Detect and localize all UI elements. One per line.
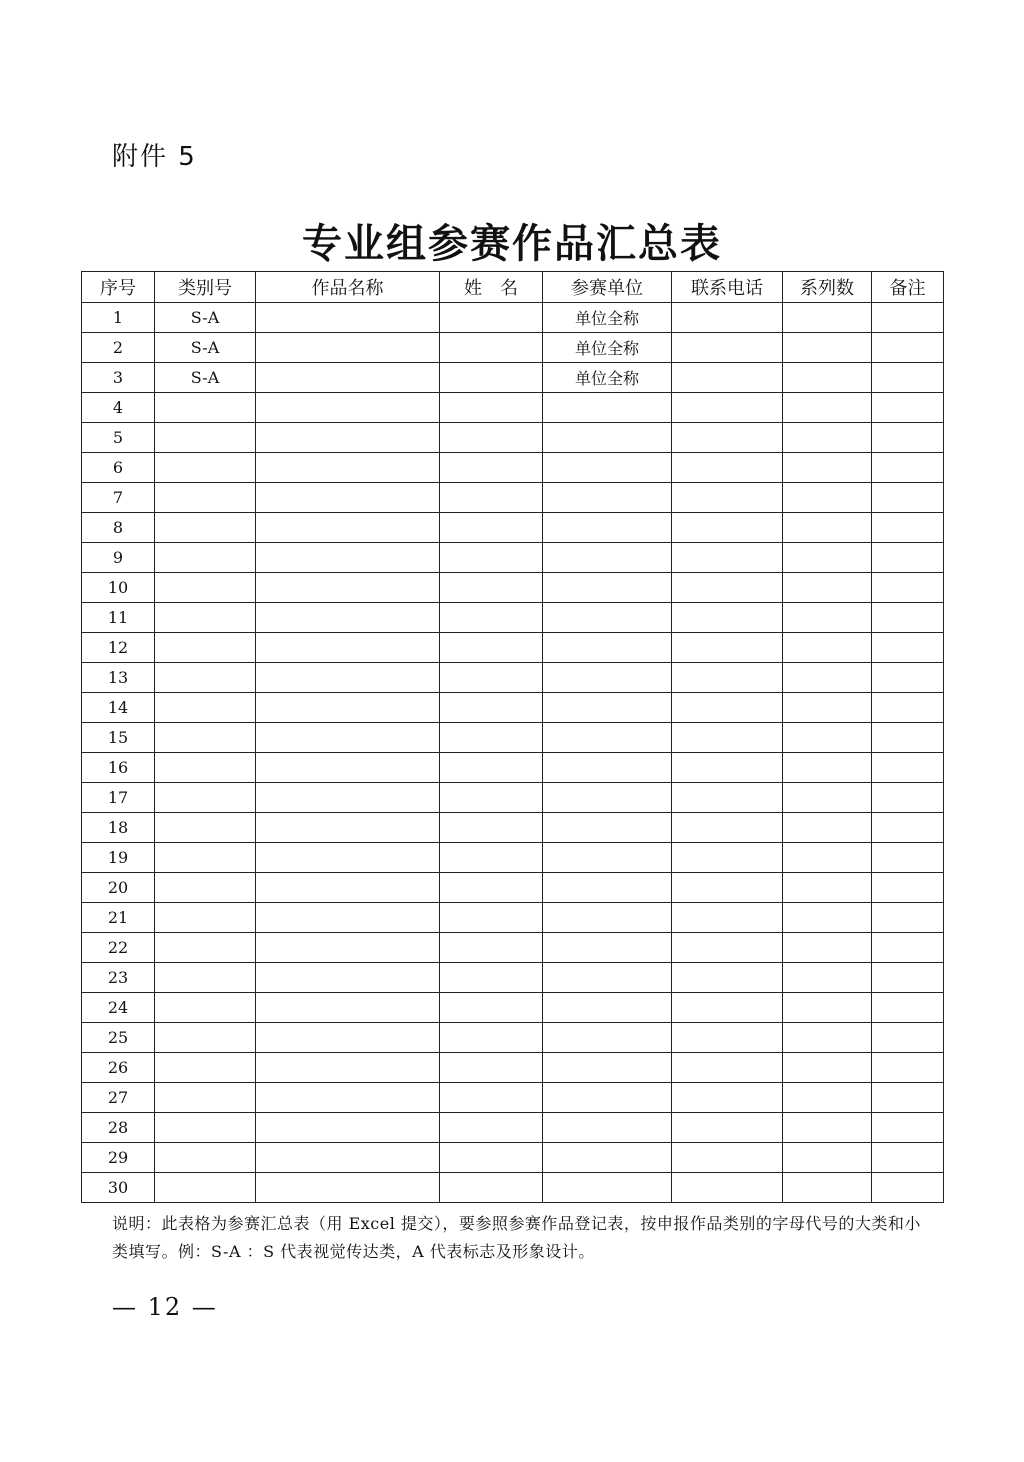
table-cell bbox=[440, 1173, 543, 1203]
table-row bbox=[82, 1083, 944, 1113]
column-header: 备注 bbox=[872, 272, 944, 303]
table-cell bbox=[783, 423, 872, 453]
table-row bbox=[82, 903, 944, 933]
table-cell bbox=[256, 393, 440, 423]
table-cell bbox=[672, 1143, 783, 1173]
table-cell bbox=[440, 993, 543, 1023]
table-cell bbox=[672, 1053, 783, 1083]
table-cell bbox=[872, 603, 944, 633]
table-cell bbox=[155, 963, 256, 993]
table-cell bbox=[543, 483, 672, 513]
table-row bbox=[82, 453, 944, 483]
table-cell bbox=[256, 1143, 440, 1173]
table-cell bbox=[155, 1143, 256, 1173]
table-row bbox=[82, 723, 944, 753]
table-header-row bbox=[82, 272, 944, 303]
table-row bbox=[82, 333, 944, 363]
table-cell bbox=[440, 753, 543, 783]
table-cell bbox=[872, 1083, 944, 1113]
table-cell bbox=[155, 1053, 256, 1083]
table-cell bbox=[783, 843, 872, 873]
table-row bbox=[82, 693, 944, 723]
table-cell: 29 bbox=[82, 1143, 155, 1173]
table-cell bbox=[256, 1113, 440, 1143]
table-cell bbox=[543, 783, 672, 813]
table-cell: S-A bbox=[155, 363, 256, 393]
table-cell bbox=[783, 573, 872, 603]
table-cell: 17 bbox=[82, 783, 155, 813]
table-cell bbox=[440, 423, 543, 453]
table-cell bbox=[783, 303, 872, 333]
table-cell: 21 bbox=[82, 903, 155, 933]
table-cell bbox=[440, 1143, 543, 1173]
table-cell bbox=[783, 633, 872, 663]
table-cell bbox=[440, 513, 543, 543]
table-cell: 12 bbox=[82, 633, 155, 663]
table-cell bbox=[872, 1173, 944, 1203]
table-cell bbox=[256, 483, 440, 513]
table-row bbox=[82, 423, 944, 453]
table-cell bbox=[155, 903, 256, 933]
table-cell bbox=[440, 573, 543, 603]
table-cell bbox=[155, 783, 256, 813]
table-cell: 单位全称 bbox=[543, 303, 672, 333]
table-cell bbox=[783, 813, 872, 843]
table-cell bbox=[155, 693, 256, 723]
table-cell bbox=[783, 1173, 872, 1203]
table-cell bbox=[543, 513, 672, 543]
table-cell: 11 bbox=[82, 603, 155, 633]
table-cell bbox=[440, 333, 543, 363]
table-cell: 20 bbox=[82, 873, 155, 903]
table-cell bbox=[783, 1143, 872, 1173]
page-title: 专业组参赛作品汇总表 bbox=[302, 220, 722, 267]
table-cell bbox=[155, 603, 256, 633]
table-cell: 8 bbox=[82, 513, 155, 543]
table-cell: 13 bbox=[82, 663, 155, 693]
table-cell: 18 bbox=[82, 813, 155, 843]
table-cell bbox=[440, 1083, 543, 1113]
table-cell bbox=[672, 633, 783, 663]
table-cell bbox=[872, 1143, 944, 1173]
table-cell bbox=[155, 873, 256, 903]
table-cell bbox=[155, 1173, 256, 1203]
table-cell: 30 bbox=[82, 1173, 155, 1203]
table-cell: 22 bbox=[82, 933, 155, 963]
table-cell bbox=[872, 993, 944, 1023]
table-cell bbox=[440, 873, 543, 903]
table-cell bbox=[672, 1023, 783, 1053]
table-cell bbox=[543, 1113, 672, 1143]
table-cell bbox=[872, 903, 944, 933]
table-cell bbox=[672, 393, 783, 423]
table-cell bbox=[256, 333, 440, 363]
table-cell bbox=[672, 873, 783, 903]
table-cell bbox=[543, 633, 672, 663]
summary-table bbox=[81, 271, 944, 1203]
table-cell bbox=[256, 1173, 440, 1203]
table-row bbox=[82, 573, 944, 603]
table-cell bbox=[872, 663, 944, 693]
column-header: 姓 名 bbox=[440, 272, 543, 303]
table-cell bbox=[440, 543, 543, 573]
table-cell bbox=[440, 783, 543, 813]
table-cell bbox=[256, 903, 440, 933]
page-number: — 12 — bbox=[112, 1293, 218, 1321]
table-cell bbox=[783, 363, 872, 393]
table-cell bbox=[672, 693, 783, 723]
table-cell bbox=[543, 1173, 672, 1203]
table-cell bbox=[672, 663, 783, 693]
table-cell bbox=[256, 813, 440, 843]
table-cell bbox=[256, 1053, 440, 1083]
table-row bbox=[82, 513, 944, 543]
table-cell: 28 bbox=[82, 1113, 155, 1143]
table-cell bbox=[672, 783, 783, 813]
table-cell bbox=[672, 423, 783, 453]
table-cell bbox=[672, 1173, 783, 1203]
table-cell bbox=[672, 573, 783, 603]
table-cell bbox=[543, 573, 672, 603]
table-cell bbox=[155, 843, 256, 873]
table-cell bbox=[256, 963, 440, 993]
table-cell bbox=[872, 1053, 944, 1083]
table-cell bbox=[872, 933, 944, 963]
table-cell: 7 bbox=[82, 483, 155, 513]
table-cell bbox=[872, 453, 944, 483]
table-cell bbox=[256, 753, 440, 783]
table-cell bbox=[783, 513, 872, 543]
table-cell: 单位全称 bbox=[543, 363, 672, 393]
table-cell bbox=[872, 393, 944, 423]
table-row bbox=[82, 303, 944, 333]
table-cell bbox=[256, 543, 440, 573]
table-row bbox=[82, 363, 944, 393]
table-cell bbox=[783, 903, 872, 933]
table-cell bbox=[155, 1083, 256, 1113]
table-cell bbox=[155, 1023, 256, 1053]
table-cell bbox=[256, 723, 440, 753]
table-cell bbox=[155, 483, 256, 513]
table-cell: 14 bbox=[82, 693, 155, 723]
table-cell bbox=[256, 363, 440, 393]
table-cell bbox=[440, 1053, 543, 1083]
table-cell bbox=[543, 753, 672, 783]
table-cell bbox=[256, 873, 440, 903]
table-cell: 23 bbox=[82, 963, 155, 993]
table-cell bbox=[872, 843, 944, 873]
table-cell bbox=[543, 603, 672, 633]
table-cell bbox=[872, 513, 944, 543]
table-cell bbox=[256, 573, 440, 603]
table-cell bbox=[672, 333, 783, 363]
table-cell bbox=[783, 693, 872, 723]
table-cell bbox=[155, 423, 256, 453]
table-cell bbox=[872, 813, 944, 843]
table-cell bbox=[543, 723, 672, 753]
table-cell bbox=[256, 843, 440, 873]
table-cell bbox=[440, 363, 543, 393]
table-cell bbox=[440, 813, 543, 843]
table-cell bbox=[783, 1053, 872, 1083]
table-cell bbox=[440, 453, 543, 483]
table-cell bbox=[672, 483, 783, 513]
table-row bbox=[82, 633, 944, 663]
table-cell bbox=[783, 783, 872, 813]
table-cell bbox=[155, 513, 256, 543]
table-cell bbox=[543, 453, 672, 483]
column-header: 作品名称 bbox=[256, 272, 440, 303]
table-cell bbox=[783, 453, 872, 483]
table-cell bbox=[872, 543, 944, 573]
table-cell bbox=[543, 543, 672, 573]
table-cell: 1 bbox=[82, 303, 155, 333]
table-cell bbox=[783, 333, 872, 363]
table-cell bbox=[155, 753, 256, 783]
table-cell bbox=[672, 753, 783, 783]
table-cell bbox=[783, 603, 872, 633]
table-cell: 3 bbox=[82, 363, 155, 393]
table-cell bbox=[155, 933, 256, 963]
table-cell bbox=[155, 633, 256, 663]
table-cell bbox=[783, 933, 872, 963]
table-cell bbox=[872, 483, 944, 513]
table-row bbox=[82, 993, 944, 1023]
table-cell bbox=[872, 1023, 944, 1053]
column-header: 系列数 bbox=[783, 272, 872, 303]
table-cell bbox=[872, 873, 944, 903]
table-cell bbox=[256, 303, 440, 333]
table-cell bbox=[440, 393, 543, 423]
table-row bbox=[82, 543, 944, 573]
table-cell: 16 bbox=[82, 753, 155, 783]
column-header: 联系电话 bbox=[672, 272, 783, 303]
table-cell bbox=[440, 603, 543, 633]
table-cell bbox=[672, 543, 783, 573]
table-cell bbox=[155, 813, 256, 843]
table-cell bbox=[155, 453, 256, 483]
table-cell: 27 bbox=[82, 1083, 155, 1113]
table-row bbox=[82, 393, 944, 423]
table-cell: 9 bbox=[82, 543, 155, 573]
table-cell bbox=[256, 633, 440, 663]
table-cell bbox=[872, 723, 944, 753]
table-cell bbox=[543, 873, 672, 903]
table-cell bbox=[672, 903, 783, 933]
table-cell bbox=[543, 1023, 672, 1053]
table-cell bbox=[783, 753, 872, 783]
table-cell bbox=[672, 993, 783, 1023]
table-cell bbox=[672, 453, 783, 483]
table-cell bbox=[672, 603, 783, 633]
table-cell bbox=[872, 423, 944, 453]
table-cell bbox=[440, 903, 543, 933]
table-cell bbox=[543, 843, 672, 873]
table-row bbox=[82, 843, 944, 873]
table-cell bbox=[256, 933, 440, 963]
table-cell bbox=[155, 543, 256, 573]
table-cell: 19 bbox=[82, 843, 155, 873]
table-cell bbox=[672, 933, 783, 963]
table-cell bbox=[256, 663, 440, 693]
table-cell bbox=[155, 993, 256, 1023]
table-cell bbox=[543, 423, 672, 453]
table-row bbox=[82, 603, 944, 633]
table-cell bbox=[440, 483, 543, 513]
table-cell bbox=[872, 633, 944, 663]
table-cell bbox=[543, 963, 672, 993]
table-cell bbox=[440, 963, 543, 993]
table-cell bbox=[256, 1083, 440, 1113]
table-cell bbox=[872, 363, 944, 393]
table-cell: 15 bbox=[82, 723, 155, 753]
table-cell: S-A bbox=[155, 333, 256, 363]
table-row bbox=[82, 1023, 944, 1053]
table-cell bbox=[783, 993, 872, 1023]
table-cell: 4 bbox=[82, 393, 155, 423]
table-cell bbox=[872, 333, 944, 363]
table-cell bbox=[672, 963, 783, 993]
table-cell bbox=[440, 723, 543, 753]
table-cell bbox=[543, 393, 672, 423]
table-cell bbox=[783, 963, 872, 993]
table-cell bbox=[256, 453, 440, 483]
table-cell bbox=[543, 1053, 672, 1083]
table-cell bbox=[440, 303, 543, 333]
table-cell bbox=[440, 843, 543, 873]
table-cell bbox=[783, 1113, 872, 1143]
table-cell: 2 bbox=[82, 333, 155, 363]
column-header: 参赛单位 bbox=[543, 272, 672, 303]
table-row bbox=[82, 783, 944, 813]
table-cell bbox=[872, 573, 944, 603]
table-cell bbox=[256, 1023, 440, 1053]
table-cell bbox=[440, 633, 543, 663]
table-cell bbox=[783, 723, 872, 753]
table-cell bbox=[783, 1083, 872, 1113]
table-cell: S-A bbox=[155, 303, 256, 333]
table-cell bbox=[543, 933, 672, 963]
table-cell bbox=[543, 993, 672, 1023]
table-row bbox=[82, 933, 944, 963]
table-row bbox=[82, 1173, 944, 1203]
table-row bbox=[82, 753, 944, 783]
table-cell bbox=[543, 1083, 672, 1113]
table-cell bbox=[783, 393, 872, 423]
table-cell bbox=[543, 903, 672, 933]
table-cell bbox=[872, 753, 944, 783]
table-cell bbox=[783, 663, 872, 693]
table-cell bbox=[256, 783, 440, 813]
table-cell bbox=[872, 783, 944, 813]
table-cell: 10 bbox=[82, 573, 155, 603]
table-cell bbox=[672, 363, 783, 393]
table-cell bbox=[672, 843, 783, 873]
table-cell bbox=[256, 423, 440, 453]
table-row bbox=[82, 873, 944, 903]
table-row bbox=[82, 1113, 944, 1143]
table-cell bbox=[872, 693, 944, 723]
table-cell bbox=[672, 1083, 783, 1113]
table-cell bbox=[440, 693, 543, 723]
table-row bbox=[82, 1053, 944, 1083]
table-cell bbox=[155, 663, 256, 693]
table-cell bbox=[256, 603, 440, 633]
table-cell bbox=[783, 1023, 872, 1053]
table-cell bbox=[672, 813, 783, 843]
table-cell bbox=[672, 723, 783, 753]
table-cell: 5 bbox=[82, 423, 155, 453]
instructions-note: 说明：此表格为参赛汇总表（用 Excel 提交），要参照参赛作品登记表，按申报作品类别的字母代号的大类和小类填写。例：S-A ：S 代表视觉传达类，A 代表标志及形象设计。 bbox=[112, 1214, 921, 1261]
table-cell bbox=[783, 543, 872, 573]
attachment-label: 附件 5 bbox=[112, 142, 197, 172]
table-cell bbox=[543, 693, 672, 723]
table-cell bbox=[440, 933, 543, 963]
table-cell: 25 bbox=[82, 1023, 155, 1053]
table-cell bbox=[440, 1113, 543, 1143]
table-cell: 24 bbox=[82, 993, 155, 1023]
table-cell: 单位全称 bbox=[543, 333, 672, 363]
table-cell bbox=[543, 813, 672, 843]
table-cell bbox=[155, 1113, 256, 1143]
table-row bbox=[82, 483, 944, 513]
table-cell bbox=[256, 513, 440, 543]
table-cell bbox=[155, 723, 256, 753]
table-row bbox=[82, 963, 944, 993]
column-header: 序号 bbox=[82, 272, 155, 303]
table-row bbox=[82, 663, 944, 693]
table-cell bbox=[440, 663, 543, 693]
table-cell bbox=[543, 1143, 672, 1173]
table-cell bbox=[872, 963, 944, 993]
table-cell bbox=[672, 303, 783, 333]
column-header: 类别号 bbox=[155, 272, 256, 303]
table-cell bbox=[256, 693, 440, 723]
table-cell bbox=[783, 483, 872, 513]
table-row bbox=[82, 1143, 944, 1173]
table-cell bbox=[440, 1023, 543, 1053]
table-cell bbox=[155, 573, 256, 603]
table-cell: 6 bbox=[82, 453, 155, 483]
table-cell bbox=[256, 993, 440, 1023]
table-row bbox=[82, 813, 944, 843]
table-cell bbox=[155, 393, 256, 423]
table-cell bbox=[872, 303, 944, 333]
table-cell bbox=[672, 1113, 783, 1143]
table-cell bbox=[672, 513, 783, 543]
table-cell: 26 bbox=[82, 1053, 155, 1083]
table-cell bbox=[543, 663, 672, 693]
table-cell bbox=[783, 873, 872, 903]
table-cell bbox=[872, 1113, 944, 1143]
